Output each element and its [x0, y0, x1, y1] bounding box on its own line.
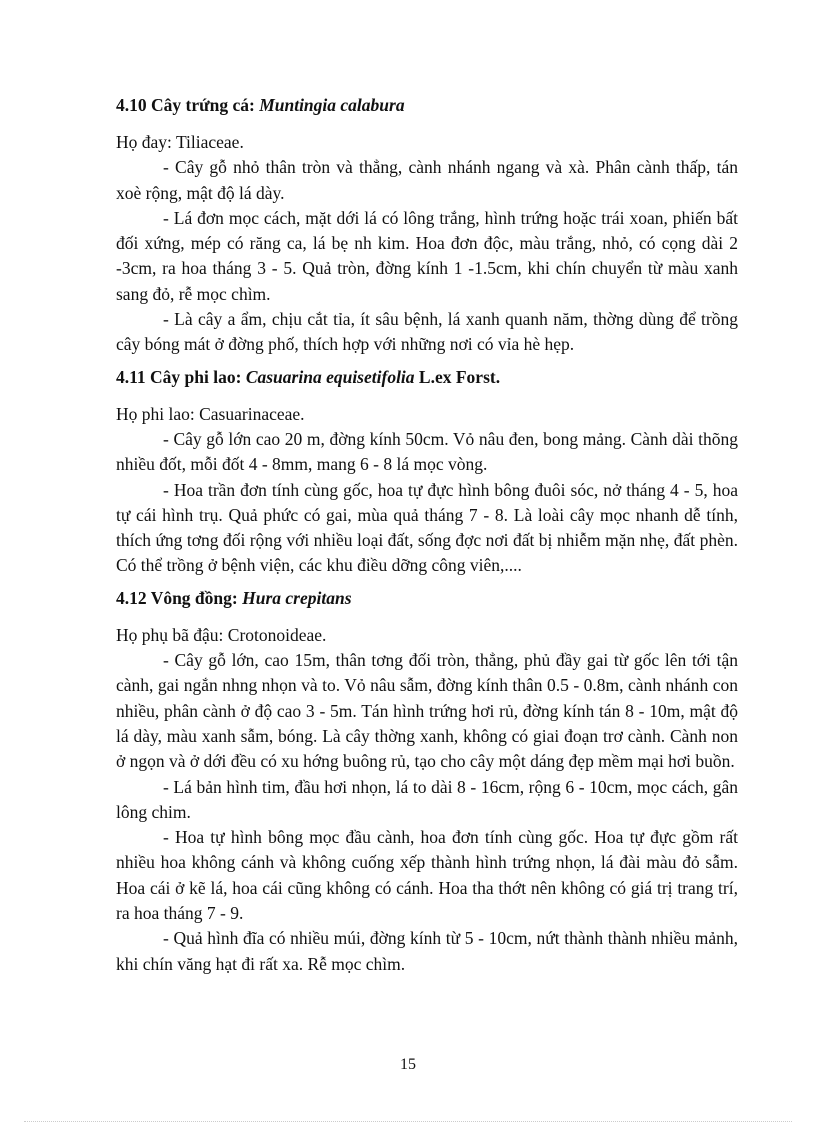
- paragraph: - Cây gỗ nhỏ thân tròn và thẳng, cành nhánh ngang và xà. Phân cành thấp, tán xoè rộng, mật độ lá dày.: [116, 157, 738, 203]
- family-line: Họ phi lao: Casuarinaceae.: [116, 403, 305, 424]
- scientific-name: Hura crepitans: [242, 587, 352, 608]
- paragraph: - Hoa tự hình bông mọc đầu cành, hoa đơn tính cùng gốc. Hoa tự đực gồm rất nhiều hoa không cánh và không cuống xếp thành hình trứng nhọn, lá đài màu đỏ sẫm. Hoa cái ở kẽ lá, hoa cái cũng không có cánh. Hoa tha thớt nên không có giá trị trang trí, ra hoa tháng 7 - 9.: [116, 827, 738, 924]
- paragraph: - Lá bản hình tim, đầu hơi nhọn, lá to dài 8 - 16cm, rộng 6 - 10cm, mọc cách, gân lông chim.: [116, 776, 738, 822]
- section-heading: [116, 364, 738, 390]
- paragraph: - Lá đơn mọc cách, mặt dới lá có lông trắng, hình trứng hoặc trái xoan, phiến bất đối xứng, mép có răng ca, lá bẹ nh kim. Hoa đơn độc, màu trắng, nhỏ, có cọng dài 2 -3cm, ra hoa tháng 3 - 5. Quả tròn, đờng kính 1 -1.5cm, khi chín chuyển từ màu xanh sang đỏ, rễ mọc chìm.: [116, 207, 738, 304]
- common-name: Vông đồng:: [150, 587, 238, 608]
- family-line: Họ phụ bã đậu: Crotonoideae.: [116, 624, 327, 645]
- paragraph: - Cây gỗ lớn cao 20 m, đờng kính 50cm. Vỏ nâu đen, bong mảng. Cành dài thõng nhiều đốt, mỗi đốt 4 - 8mm, mang 6 - 8 lá mọc vòng.: [116, 428, 738, 475]
- common-name: Cây phi lao:: [150, 366, 242, 387]
- scientific-name: Casuarina equisetifolia: [245, 366, 415, 387]
- section-heading: [116, 92, 738, 118]
- family-line: Họ đay: Tiliaceae.: [116, 132, 244, 152]
- page-number: 15: [400, 1056, 416, 1073]
- page-content: [116, 92, 738, 977]
- section-4-10: [116, 92, 738, 358]
- section-heading: [116, 585, 738, 611]
- paragraph: - Quả hình đĩa có nhiều múi, đờng kính từ 5 - 10cm, nứt thành thành nhiều mảnh, khi chín văng hạt đi rất xa. Rễ mọc chìm.: [116, 928, 738, 974]
- section-number: 4.12: [116, 587, 147, 608]
- section-4-11: [116, 364, 738, 579]
- common-name: Cây trứng cá:: [151, 95, 255, 115]
- section-number: 4.11: [116, 366, 146, 387]
- paragraph: - Cây gỗ lớn, cao 15m, thân tơng đối tròn, thẳng, phủ đầy gai từ gốc lên tới tận cành, gai ngắn nhng nhọn và to. Vỏ nâu sẫm, đờng kính thân 0.5 - 0.8m, cành nhánh con nhiều, phân cành ở độ cao 3 - 5m. Tán hình trứng hơi rủ, đờng kính tán 8 - 10m, mật độ lá dày, màu xanh sẫm, bóng. Là cây thờng xanh, không có giai đoạn trơ cành. Cành non ở ngọn và ở dới đều có xu hớng buông rủ, tạo cho cây một dáng đẹp mềm mại hơi buồn.: [116, 650, 738, 772]
- section-4-12: [116, 585, 738, 977]
- paragraph: - Hoa trần đơn tính cùng gốc, hoa tự đực hình bông đuôi sóc, nở tháng 4 - 5, hoa tự cái hình trụ. Quả phức có gai, mùa quả tháng 7 - 8. Là loài cây mọc nhanh dễ tính, thích ứng tơng đối rộng với nhiều loại đất, sống đợc nơi đất bị nhiễm mặn nhẹ, đất phèn. Có thể trồng ở bệnh viện, các khu điều dỡng công viên,....: [116, 479, 738, 576]
- species-author: L.ex Forst.: [418, 366, 501, 387]
- scientific-name: Muntingia calabura: [259, 95, 405, 115]
- section-number: 4.10: [116, 95, 147, 115]
- page-bottom-rule: [24, 1121, 792, 1122]
- paragraph: - Là cây a ẩm, chịu cắt tỉa, ít sâu bệnh, lá xanh quanh năm, thờng dùng để trồng cây bóng mát ở đờng phố, thích hợp với những nơi có vỉa hè hẹp.: [116, 309, 738, 355]
